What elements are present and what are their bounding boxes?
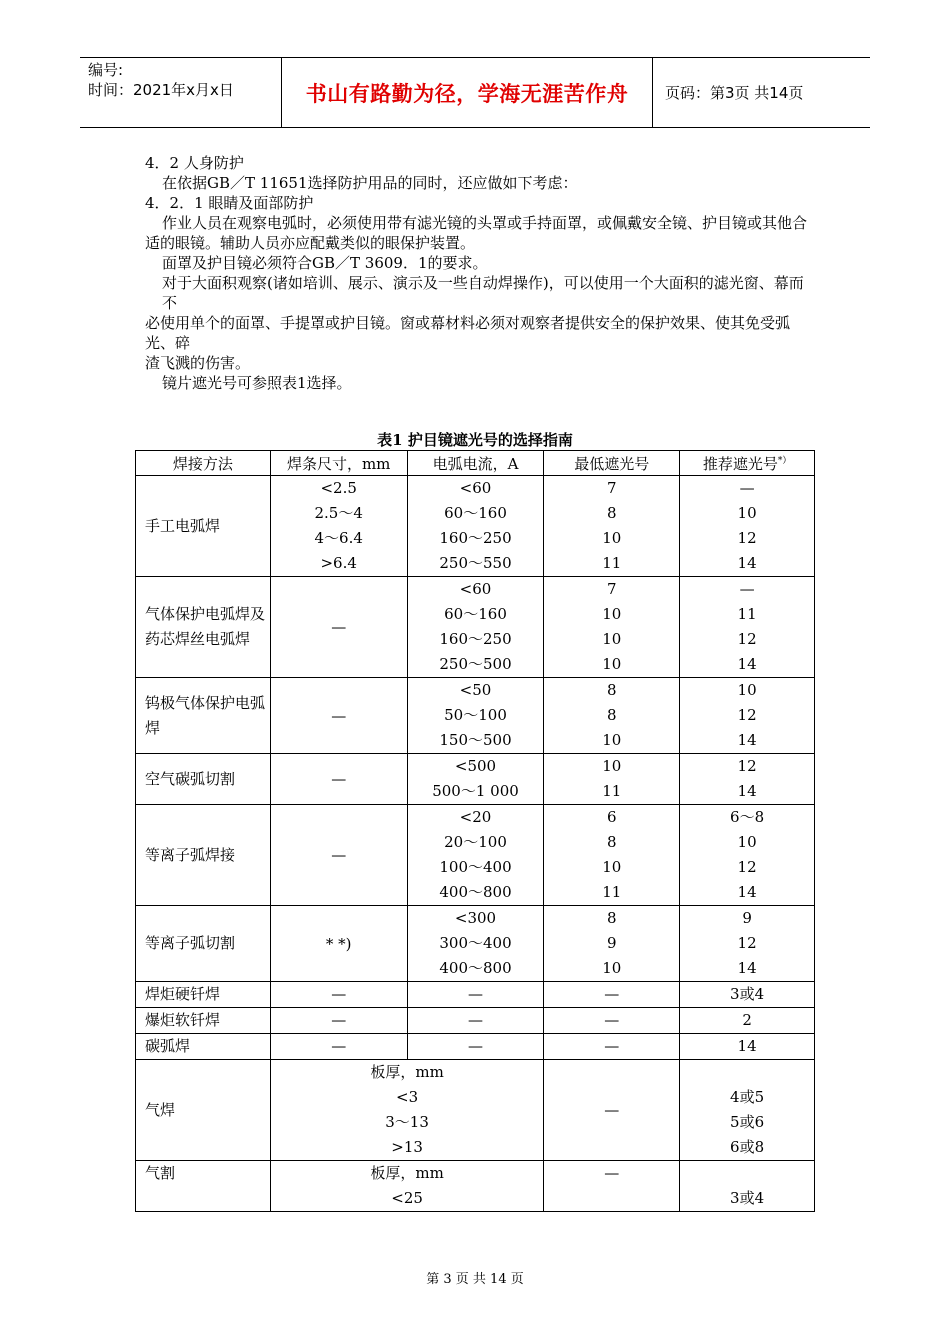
paragraph-1a: 作业人员在观察电弧时，必须使用带有滤光镜的头罩或手持面罩，或佩戴安全镜、护目镜或其他合 (162, 214, 808, 232)
cell-current (407, 754, 544, 805)
cell-size (270, 1034, 407, 1060)
cell-current-line: 50～100 (444, 706, 507, 724)
cell-size-line: — (331, 1037, 347, 1055)
cell-rec-line: 3或4 (730, 985, 765, 1003)
cell-current-line: <500 (454, 757, 497, 775)
cell-rec-line: 12 (737, 630, 757, 648)
table-row (136, 1008, 815, 1034)
cell-min: — (544, 1060, 680, 1161)
cell-size-line: 2.5～4 (314, 504, 363, 522)
table-row (136, 1034, 815, 1060)
cell-size-line: 4～6.4 (314, 529, 363, 547)
table-row (136, 906, 815, 982)
cell-size-line: >6.4 (320, 554, 357, 572)
cell-rec (680, 476, 815, 577)
cell-rec-line: 10 (737, 833, 757, 851)
motto: 书山有路勤为径，学海无涯苦作舟 (305, 81, 629, 106)
paragraph-3a: 对于大面积观察(诸如培训、展示、演示及一些自动焊操作)，可以使用一个大面积的滤光窗、幕而不 (162, 274, 804, 312)
cell-current-line: 20～100 (444, 833, 507, 851)
table-row (136, 678, 815, 754)
cell-min (544, 1008, 680, 1034)
cell-min (544, 678, 680, 754)
table-row (136, 805, 815, 906)
cell-rec-line: 5或6 (730, 1113, 765, 1131)
cell-rec-line: 12 (737, 858, 757, 876)
table-row (136, 577, 815, 678)
cell-current (407, 678, 544, 754)
cell-rec (680, 1060, 815, 1161)
cell-method: 爆炬软钎焊 (136, 1008, 271, 1034)
cell-min-line: 9 (607, 934, 617, 952)
cell-current-line: — (468, 1011, 483, 1029)
cell-size: — (270, 805, 407, 906)
cell-rec-line (680, 1161, 814, 1186)
cell-method: 气焊 (136, 1060, 271, 1161)
cell-min-line: 7 (607, 580, 617, 598)
cell-rec-line: 14 (737, 1037, 757, 1055)
cell-rec-line: 4或5 (730, 1088, 765, 1106)
cell-current-line: <20 (459, 808, 492, 826)
cell-rec-line: 12 (737, 706, 757, 724)
cell-rec-line: 14 (737, 554, 757, 572)
cell-method: 手工电弧焊 (136, 476, 271, 577)
cell-min-line: — (604, 1164, 620, 1182)
cell-current-line: — (468, 985, 483, 1003)
cell-method: 钨极气体保护电弧焊 (136, 678, 271, 754)
cell-min-line: 6 (607, 808, 617, 826)
cell-current-line: <50 (459, 681, 492, 699)
cell-current (407, 1034, 544, 1060)
cell-size: * *) (270, 906, 407, 982)
table-row (136, 1161, 815, 1212)
cell-size: — (270, 678, 407, 754)
cell-current (407, 476, 544, 577)
header-page-cell (653, 58, 870, 127)
cell-current-line: 60～160 (444, 605, 507, 623)
cell-current-line: 250～550 (439, 554, 512, 572)
cell-current-line: 150～500 (439, 731, 512, 749)
table-row (136, 982, 815, 1008)
cell-rec (680, 678, 815, 754)
cell-min-line: — (604, 985, 620, 1003)
cell-min-line: 8 (607, 706, 617, 724)
paragraph-3c: 渣飞溅的伤害。 (145, 354, 251, 372)
cell-min-line: 11 (602, 782, 622, 800)
cell-size (270, 982, 407, 1008)
cell-min-line: 10 (602, 605, 622, 623)
cell-current-line: 400～800 (439, 959, 512, 977)
cell-min-line: 11 (602, 554, 622, 572)
cell-rec-line: 11 (737, 605, 757, 623)
cell-current-line: <60 (459, 580, 492, 598)
cell-min-line: 11 (602, 883, 622, 901)
cell-current-line: 160～250 (439, 529, 512, 547)
cell-rec-line (680, 1060, 814, 1085)
cell-min-line: 10 (602, 529, 622, 547)
cell-size-line: — (331, 1011, 347, 1029)
cell-min-line: 8 (607, 681, 617, 699)
col-header-current: 电弧电流，A (407, 451, 544, 476)
cell-size: — (270, 577, 407, 678)
cell-thickness-line: 板厚，mm (370, 1164, 444, 1182)
cell-rec-line: 6～8 (730, 808, 765, 826)
cell-rec-line: 12 (737, 529, 757, 547)
cell-thickness-line: <3 (396, 1088, 419, 1106)
cell-method: 气体保护电弧焊及药芯焊丝电弧焊 (136, 577, 271, 678)
cell-current-line: — (468, 1037, 483, 1055)
cell-rec (680, 577, 815, 678)
cell-size-line: <2.5 (320, 479, 357, 497)
table-row (136, 476, 815, 577)
cell-rec (680, 754, 815, 805)
cell-thickness-line: >13 (391, 1138, 423, 1156)
cell-thickness-line: 板厚，mm (370, 1063, 444, 1081)
cell-current (407, 805, 544, 906)
cell-min-line: 10 (602, 959, 622, 977)
paragraph-2: 面罩及护目镜必须符合GB／T 3609．1的要求。 (162, 254, 488, 272)
cell-min (544, 1161, 680, 1212)
table-row (136, 1060, 815, 1161)
cell-rec-line: 10 (737, 504, 757, 522)
cell-min-line: 10 (602, 655, 622, 673)
cell-rec-line: 14 (737, 883, 757, 901)
serial-label: 编号: (88, 61, 124, 79)
cell-min-line: 8 (607, 833, 617, 851)
cell-thickness (270, 1161, 544, 1212)
cell-min-line: — (604, 1037, 620, 1055)
cell-rec-line: 14 (737, 959, 757, 977)
body-text (145, 153, 815, 393)
cell-min (544, 805, 680, 906)
page-header (80, 57, 870, 128)
cell-rec-line: 14 (737, 782, 757, 800)
cell-rec (680, 1161, 815, 1212)
cell-current-line: <60 (459, 479, 492, 497)
cell-rec-line: 12 (737, 934, 757, 952)
cell-rec-line: 9 (742, 909, 752, 927)
cell-min (544, 754, 680, 805)
cell-min-line: 10 (602, 757, 622, 775)
cell-current-line: 160～250 (439, 630, 512, 648)
cell-rec-line: — (739, 580, 755, 598)
cell-rec-line: 14 (737, 655, 757, 673)
cell-min-line: 7 (607, 479, 617, 497)
cell-current-line: 300～400 (439, 934, 512, 952)
cell-rec-line: 2 (742, 1011, 752, 1029)
cell-rec-line: 10 (737, 681, 757, 699)
table-header-row (136, 451, 815, 476)
cell-current-line: 250～500 (439, 655, 512, 673)
cell-size: — (270, 754, 407, 805)
cell-size (270, 476, 407, 577)
cell-thickness-line: <25 (391, 1189, 423, 1207)
col-header-method: 焊接方法 (136, 451, 271, 476)
cell-current (407, 577, 544, 678)
cell-method: 等离子弧焊接 (136, 805, 271, 906)
cell-rec (680, 982, 815, 1008)
header-motto-cell (282, 58, 653, 127)
cell-min-line: 8 (607, 504, 617, 522)
cell-method: 气割 (136, 1161, 271, 1212)
col-header-min: 最低遮光号 (544, 451, 680, 476)
col-header-size: 焊条尺寸，mm (270, 451, 407, 476)
cell-rec-line: — (739, 479, 755, 497)
cell-thickness (270, 1060, 544, 1161)
cell-rec (680, 1008, 815, 1034)
cell-current (407, 1008, 544, 1034)
cell-current (407, 982, 544, 1008)
cell-min-line: 10 (602, 630, 622, 648)
cell-current (407, 906, 544, 982)
header-meta (80, 58, 282, 127)
cell-current-line: <300 (454, 909, 497, 927)
cell-rec-line: 3或4 (730, 1189, 765, 1207)
cell-min-line: 8 (607, 909, 617, 927)
shade-table (135, 450, 815, 1212)
cell-rec (680, 1034, 815, 1060)
cell-min (544, 906, 680, 982)
cell-current-line: 100～400 (439, 858, 512, 876)
intro-paragraph: 在依据GB／T 11651选择防护用品的同时，还应做如下考虑： (162, 174, 578, 192)
sub-title: 4．2．1 眼睛及面部防护 (145, 194, 314, 212)
cell-min (544, 577, 680, 678)
cell-rec-line: 14 (737, 731, 757, 749)
paragraph-3b: 必使用单个的面罩、手提罩或护目镜。窗或幕材料必须对观察者提供安全的保护效果、使其免受弧光、碎 (145, 314, 791, 352)
cell-min (544, 982, 680, 1008)
table-caption: 表1 护目镜遮光号的选择指南 (377, 431, 573, 449)
cell-min-line: — (604, 1011, 620, 1029)
cell-current-line: 60～160 (444, 504, 507, 522)
cell-current-line: 500～1 000 (432, 782, 519, 800)
section-title: 4．2 人身防护 (145, 154, 244, 172)
table-row (136, 754, 815, 805)
page-footer: 第 3 页 共 14 页 (426, 1272, 524, 1287)
date-label: 时间：2021年x月x日 (88, 81, 234, 99)
cell-min-line: 10 (602, 858, 622, 876)
cell-rec (680, 805, 815, 906)
cell-size (270, 1008, 407, 1034)
cell-min (544, 1034, 680, 1060)
col-header-rec: 推荐遮光号*） (680, 451, 815, 476)
cell-thickness-line: 3～13 (385, 1113, 429, 1131)
cell-rec-line: 6或8 (730, 1138, 765, 1156)
cell-method: 等离子弧切割 (136, 906, 271, 982)
cell-rec-line: 12 (737, 757, 757, 775)
cell-min-line: 10 (602, 731, 622, 749)
paragraph-1b: 适的眼镜。辅助人员亦应配戴类似的眼保护装置。 (145, 234, 476, 252)
cell-size-line: — (331, 985, 347, 1003)
cell-current-line: 400～800 (439, 883, 512, 901)
cell-rec (680, 906, 815, 982)
cell-method: 碳弧焊 (136, 1034, 271, 1060)
cell-min (544, 476, 680, 577)
page-label: 页码：第3页 共14页 (665, 84, 804, 102)
paragraph-4: 镜片遮光号可参照表1选择。 (162, 374, 352, 392)
cell-method: 空气碳弧切割 (136, 754, 271, 805)
cell-method: 焊炬硬钎焊 (136, 982, 271, 1008)
